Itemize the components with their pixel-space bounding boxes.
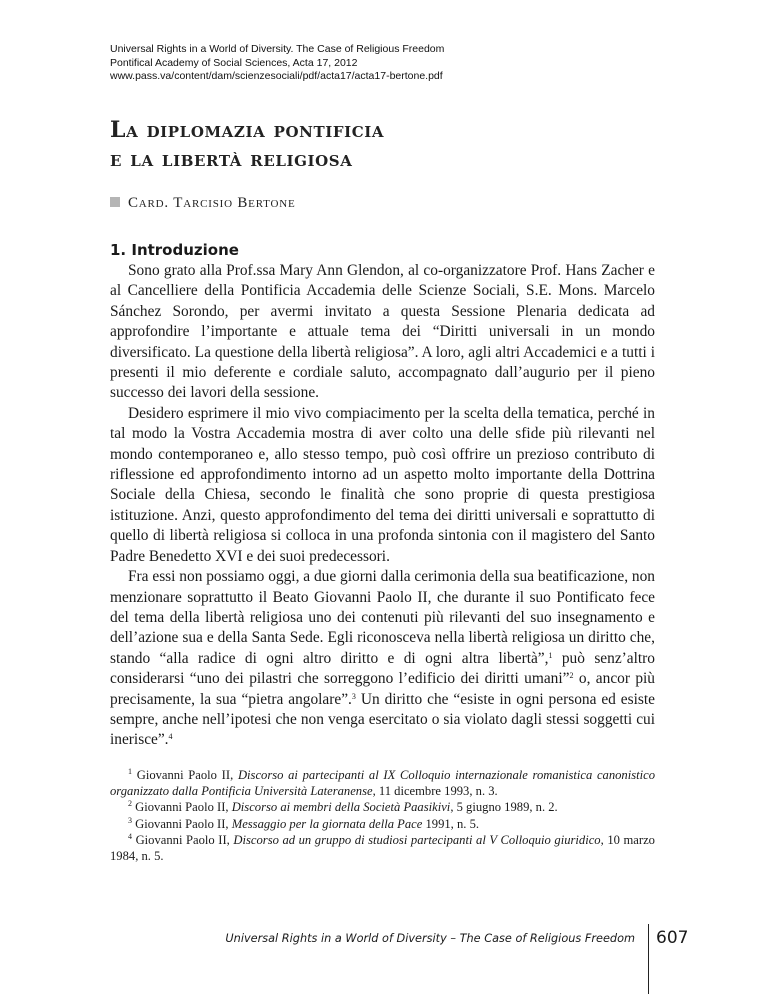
paragraph-1: Sono grato alla Prof.ssa Mary Ann Glendon, al co-organizzatore Prof. Hans Zacher e al Cancelliere della Pontificia Accademia delle Scienze Sociali, S.E. Mons. Marcelo Sánchez Sorondo, per avermi invitato a questa Sessione Plenaria dedicata ad approfondire l’importante e attuale tema dei “Diritti universali in un mondo diversificato. La questione della libertà religiosa”. A loro, agli altri Accademici e a tutti i presenti il mio deferente e cordiale saluto, accompagnato dall’augurio per il pieno successo dei lavori della sessione. — [110, 262, 655, 402]
footnote-1 — [110, 767, 655, 799]
header-line-1: Universal Rights in a World of Diversity. The Case of Religious Freedom — [110, 43, 445, 55]
author-line — [110, 195, 296, 212]
footnote-author: Giovanni Paolo II, — [135, 832, 230, 847]
square-bullet-icon — [110, 197, 120, 207]
footnote-title: Messaggio per la giornata della Pace — [231, 816, 423, 831]
footnote-title: Discorso ai partecipanti al IX Colloquio internazionale romanistica canonistico organizzato dalla Pontificia Università Lateranense — [110, 768, 656, 799]
footnote-author: Giovanni Paolo II, — [135, 816, 229, 831]
footnote-ref-2[interactable]: 2 — [569, 671, 574, 681]
footnote-4 — [110, 832, 655, 864]
footnote-ref-4[interactable]: 4 — [168, 732, 173, 742]
footnote-ref-3[interactable]: 3 — [351, 691, 356, 701]
footnote-number: 4 — [128, 831, 132, 841]
running-footer-title: Universal Rights in a World of Diversity – The Case of Religious Freedom — [225, 932, 635, 945]
title-line-2: e la libertà religiosa — [110, 146, 353, 172]
footnote-details: , 11 dicembre 1993, n. 3. — [372, 784, 498, 799]
document-header — [110, 43, 444, 84]
header-line-2: Pontifical Academy of Social Sciences, Acta 17, 2012 — [110, 56, 358, 69]
footnote-3 — [110, 816, 655, 832]
paragraph-3 — [110, 567, 655, 751]
title-line-1: La diplomazia pontificia — [110, 117, 385, 143]
paragraph-3-part-c: o, ancor più precisamente, la sua “pietra angolare”. — [110, 670, 656, 708]
header-url: www.pass.va/content/dam/scienzesociali/pdf/acta17/acta17-bertone.pdf — [110, 70, 443, 82]
body-text — [110, 261, 655, 751]
paragraph-3-part-b: può senz’altro considerarsi “uno dei pilastri che sorreggono l’edificio dei diritti umani” — [110, 649, 655, 688]
section-heading: 1. Introduzione — [110, 241, 239, 259]
footnote-title: Discorso ad un gruppo di studiosi partecipanti al V Colloquio giuridico — [233, 832, 601, 847]
footnote-title: Discorso ai membri della Società Paasikivi — [231, 800, 451, 815]
author-name: Card. Tarcisio Bertone — [128, 195, 296, 211]
footnote-number: 2 — [128, 799, 132, 809]
page-number: 607 — [656, 928, 689, 948]
footnote-details: , 10 marzo 1984, n. 5. — [110, 832, 655, 864]
footnote-number: 3 — [128, 815, 132, 825]
footnote-author: Giovanni Paolo II, — [135, 800, 229, 815]
paragraph-2: Desidero esprimere il mio vivo compiacimento per la scelta della tematica, perché in tal modo la Vostra Accademia mostra di aver colto una delle sfide più rilevanti nel mondo contemporaneo e, allo stesso tempo, può così offrire un prezioso contributo di riflessione ed approfondimento intorno ad un aspetto molto importante della Dottrina Sociale della Chiesa, secondo le finalità che sono proprie di questa prestigiosa istituzione. Anzi, questo approfondimento del tema dei diritti universali e soprattutto di quello di libertà religiosa si colloca in una profonda sintonia con il magistero del Santo Padre Benedetto XVI e dei suoi predecessori. — [110, 404, 655, 565]
article-title — [110, 116, 384, 174]
footnote-author: Giovanni Paolo II, — [136, 768, 234, 782]
footnote-2 — [110, 799, 655, 815]
footnote-details: 1991, n. 5. — [422, 816, 480, 831]
footer-divider — [648, 924, 649, 994]
paragraph-3-part-d: Un diritto che “esiste in ogni persona ed esiste sempre, anche nell’ipotesi che non venga esercitato o sia violato dagli stessi soggetti cui inerisce”. — [110, 690, 655, 749]
paragraph-3-part-a: Fra essi non possiamo oggi, a due giorni dalla cerimonia della sua beatificazione, non menzionare soprattutto il Beato Giovanni Paolo II, che durante il suo Pontificato fece del tema della libertà religiosa uno dei contenuti più rilevanti del suo insegnamento e dell’azione sua e della Santa Sede. Egli riconosceva nella libertà religiosa un diritto che, stando “alla radice di ogni altro diritto e di ogni altra libertà”, — [110, 568, 655, 667]
footnotes — [110, 767, 655, 864]
footnote-ref-1[interactable]: 1 — [548, 650, 553, 660]
footnote-number: 1 — [128, 767, 132, 776]
footnote-details: , 5 giugno 1989, n. 2. — [450, 800, 558, 815]
